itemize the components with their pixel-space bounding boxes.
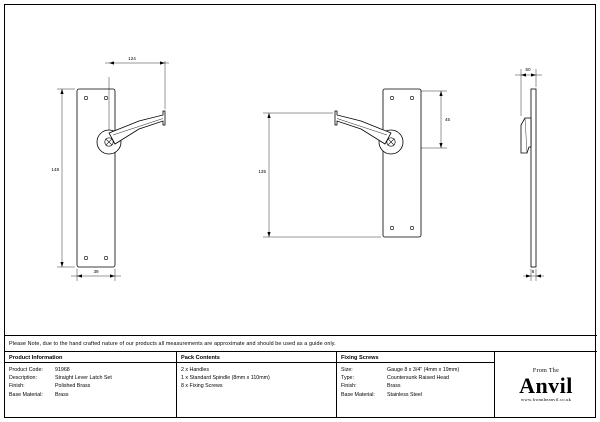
screw-type-value: Countersunk Raised Head	[387, 375, 450, 382]
description-label: Description:	[9, 375, 37, 382]
finish-value: Polished Brass	[55, 383, 91, 390]
table-row	[341, 374, 494, 382]
side-view	[521, 89, 536, 267]
table-row	[9, 366, 176, 374]
svg-text:39: 39	[93, 269, 99, 274]
logo-url-text: www.fromtheanvil.co.uk	[520, 396, 572, 402]
technical-drawing-svg	[5, 5, 597, 335]
dim-45	[421, 91, 447, 148]
screw-base-material-label: Base Material:	[341, 391, 375, 398]
dim-148	[57, 89, 75, 267]
list-item: 1 x Standard Spindle (8mm x 110mm)	[181, 375, 270, 382]
screw-size-value: Gauge 8 x 3/4" (4mm x 19mm)	[387, 367, 460, 373]
logo-anvil-text: Anvil	[519, 372, 573, 398]
front-view	[77, 89, 165, 267]
screw-finish-label: Finish:	[341, 383, 357, 390]
svg-text:45: 45	[445, 117, 451, 122]
screw-size-label: Size:	[341, 367, 353, 373]
base-material-label: Base Material:	[9, 391, 43, 398]
dim-50	[515, 69, 542, 116]
svg-text:124: 124	[128, 56, 136, 61]
screw-finish-value: Brass	[387, 383, 401, 390]
drawing-sheet	[4, 4, 596, 418]
list-item: 2 x Handles	[181, 367, 209, 373]
list-item: 8 x Fixing Screws	[181, 383, 223, 390]
base-material-value: Brass	[55, 391, 69, 398]
pack-contents-table	[177, 352, 337, 418]
svg-text:135: 135	[258, 169, 266, 174]
technical-drawing-area	[5, 5, 597, 335]
screw-base-material-value: Stainless Steel	[387, 391, 423, 398]
table-row	[341, 382, 494, 390]
product-code-label: Product Code:	[9, 367, 43, 373]
dim-135	[263, 113, 381, 237]
reverse-view	[335, 89, 421, 237]
description-value: Straight Lever Latch Set	[55, 375, 112, 382]
product-code-value: 91968	[55, 367, 70, 373]
anvil-logo	[495, 352, 597, 418]
logo-from-the-text: From The	[532, 367, 560, 374]
measurement-note: Please Note, due to the hand crafted nature of our products all measurements are approximate and should be used as a guide only.	[5, 335, 597, 352]
table-row	[341, 366, 494, 374]
table-row	[9, 382, 176, 390]
svg-text:50: 50	[525, 67, 531, 72]
finish-label: Finish:	[9, 383, 25, 390]
table-row	[341, 391, 494, 399]
table-row	[9, 374, 176, 382]
product-information-table	[5, 352, 177, 418]
product-information-header: Product Information	[5, 352, 176, 363]
svg-text:8: 8	[531, 269, 535, 274]
fixing-screws-header: Fixing Screws	[337, 352, 494, 363]
table-row	[9, 391, 176, 399]
svg-text:148: 148	[51, 167, 59, 172]
screw-type-label: Type:	[341, 375, 354, 382]
fixing-screws-table	[337, 352, 495, 418]
info-tables	[5, 352, 597, 418]
pack-contents-header: Pack Contents	[177, 352, 336, 363]
brand-logo-cell	[495, 352, 597, 418]
